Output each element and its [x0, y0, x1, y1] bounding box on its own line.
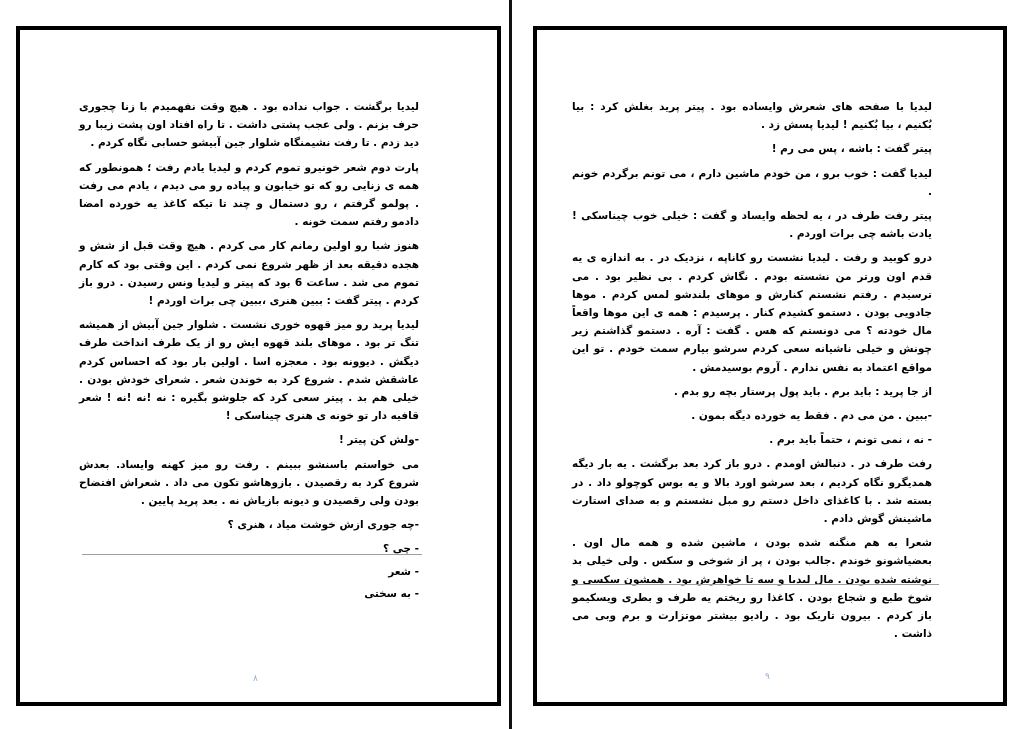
paragraph: لیدیا پرید رو میز قهوه خوری نشست . شلوار جین آبیش از همیشه تنگ تر بود . موهای بلند قهوه ایش رو از یک طرف انداخت طرف دیگش . دیوونه بود . معجزه اسا . اولین بار بود که احساس کردم عاشقش شدم . شروع کرد به خوندن شعر . شعرای خودش بودن . خیلی هم بد . پیتر سعی کرد که جلوشو بگیره : نه !نه !نه ! شعر قافیه دار تو خونه ی هنری چیناسکی ! — [79, 319, 419, 423]
paragraph: لیدیا گفت : خوب برو ، من خودم ماشین دارم ، می تونم برگردم خونم . — [572, 167, 932, 198]
paragraph: پارت دوم شعر خونیرو تموم کردم و لیدیا یادم رفت ؛ همونطور که همه ی زنایی رو که تو خیابون و پیاده رو می دیدم ، یادم می رفت . پولمو گرفتم ، رو دستمال و چند تا تیکه کاغذ یه خورده امضا دادمو رفتم سمت خونه . — [79, 161, 419, 229]
paragraph: لیدیا برگشت . جواب نداده بود . هیچ وقت نفهمیدم با زنا چجوری حرف بزنم . ولی عجب پشتی داشت . تا راه افتاد اون پشت زیبا رو دید زدم . تا رفت نشیمنگاه شلوار جین آبیشو حسابی نگاه کردم . — [79, 101, 419, 150]
dialogue-line: - چی ؟ — [383, 543, 419, 556]
left-page-text — [79, 98, 419, 607]
paragraph: پیتر رفت طرف در ، یه لحظه وایساد و گفت : خیلی خوب چیناسکی ! یادت باشه چی برات اوردم . — [572, 210, 932, 241]
paragraph: رفت طرف در . دنبالش اومدم . درو باز کرد بعد برگشت . یه بار دیگه همدیگرو نگاه کردیم ، بعد سرشو اورد بالا و یه بوس کوچولو داد . در بسته شد . با کاغذای داخل دستم رو مبل نشستم و به صدای استارت ماشینش گوش دادم . — [572, 458, 932, 526]
paragraph: هنوز شبا رو اولین رمانم کار می کردم . هیچ وقت قبل از شش و هجده دقیقه بعد از ظهر شروع نمی کردم . این وقتی بود که کارم تموم می شد . ساعت 6 بود که پیتر و لیدیا ونس رسیدن . درو باز کردم . پیتر گفت : ببین هنری ،ببین چی برات اوردم ! — [79, 240, 419, 308]
page-number: ۸ — [253, 674, 258, 684]
paragraph: -چه جوری ازش خوشت میاد ، هنری ؟ — [227, 519, 419, 532]
text-end-rule — [575, 584, 939, 585]
paragraph: می خواستم باسنشو ببینم . رفت رو میز کهنه وایساد. بعدش شروع کرد به رقصیدن . بازوهاشو تکون می داد . شعراش افتضاح بودن ولی رقصیدن و دیونه بازیاش نه . بعد پرید پایین . — [79, 458, 419, 508]
right-page-text — [572, 98, 932, 649]
paragraph: درو کوبید و رفت . لیدیا نشست رو کاناپه ، نزدیک در . به اندازه ی یه قدم اون ورتر من نشسته بودم . نگاش کردم . بی نظیر بود . می ترسیدم . رفتم نشستم کنارش و موهای بلندشو لمس کردم . موها جادویی بودن . دستمو کشیدم کنار . پرسیدم : همه ی این موها واقعاً مال خودته ؟ می دونستم که هس . گفت : آره . دستمو گذاشتم زیر چونش و خیلی ناشیانه سعی کردم سرشو بیارم سمت خودم . تو این مواقع اعتماد به نفس ندارم . آروم بوسیدمش . — [572, 252, 932, 374]
paragraph: -ولش کن پیتر ! — [338, 434, 419, 447]
paragraph: لیدیا با صفحه های شعرش وایساده بود . پیتر پرید بغلش کرد : بیا بُکنیم ، بیا بُکنیم ! لیدیا پسش زد . — [572, 101, 932, 132]
paragraph: - نه ، نمی تونم ، حتماً باید برم . — [769, 434, 932, 447]
left-page — [16, 26, 501, 706]
dialogue-line: - شعر — [388, 565, 419, 578]
paragraph: شعرا به هم منگنه شده بودن ، ماشین شده و همه مال اون . بعضیاشونو خوندم .جالب بودن ، پر از شوخی و سکس . ولی خیلی بد نوشته شده بودن . مال لیدیا و سه تا خواهرش بود . همشون سکسی و شوخ طبع و شجاع بودن . کاغذا رو ریختم یه طرف و بطری ویسکیمو باز کردم . بیرون تاریک بود . رادیو بیشتر موتزارت و برم وبی می ذاشت . — [572, 537, 932, 641]
spread-divider — [509, 0, 512, 729]
paragraph: -ببین . من می دم . فقط یه خورده دیگه بمون . — [691, 410, 932, 423]
text-end-rule — [82, 554, 422, 555]
page-number: ۹ — [765, 672, 770, 682]
paragraph: از جا پرید : باید برم . باید پول پرستار بچه رو بدم . — [673, 385, 932, 398]
right-page — [533, 26, 1007, 706]
dialogue-line: - به سختی — [364, 587, 419, 600]
paragraph: پیتر گفت : باشه ، پس می رم ! — [771, 143, 932, 156]
